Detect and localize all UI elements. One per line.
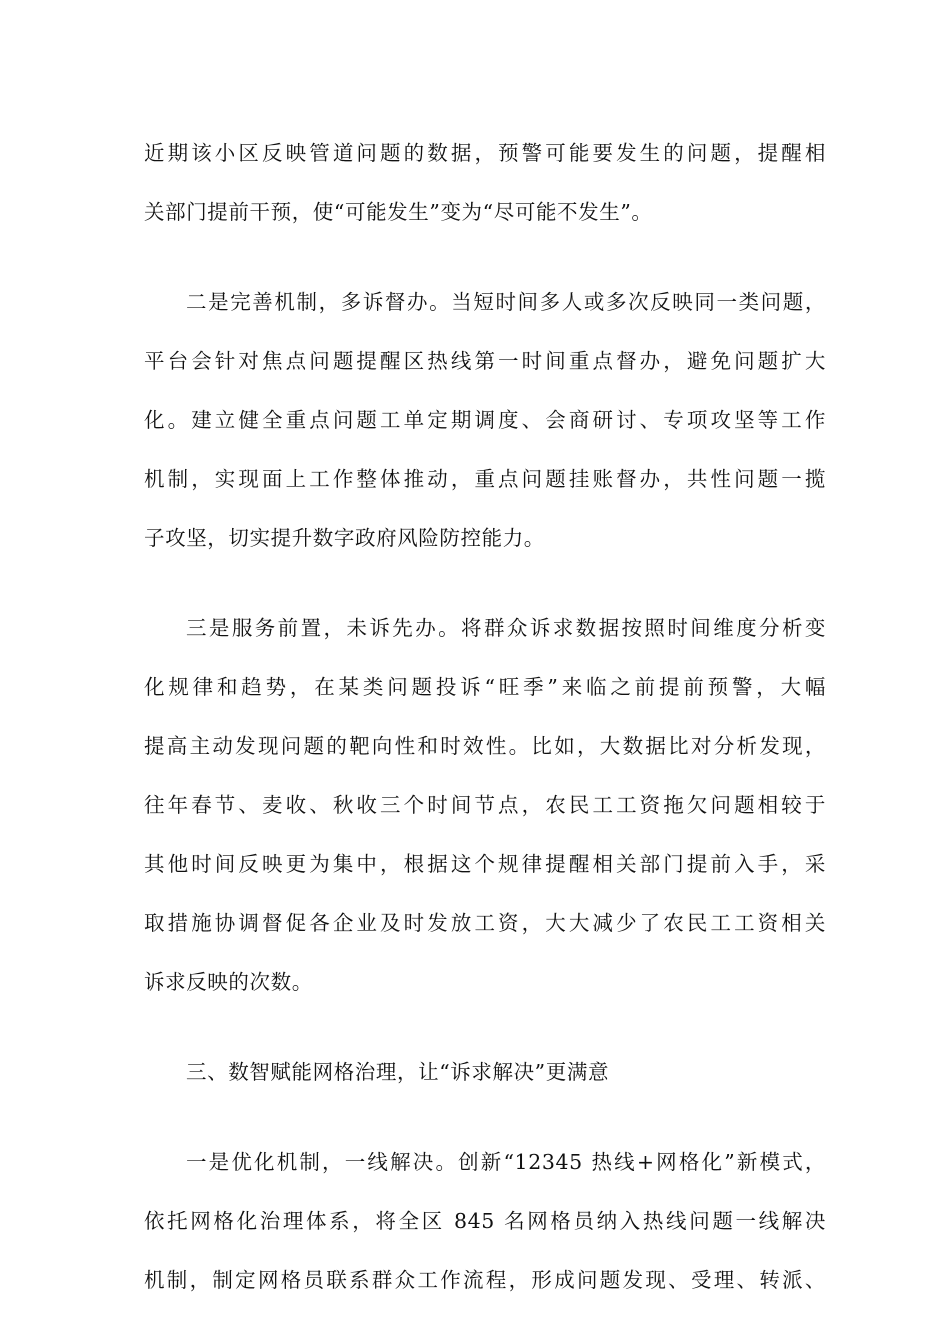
text-line: 机制，实现面上工作整体推动，重点问题挂账督办，共性问题一揽: [144, 467, 826, 491]
text-line: 化。建立健全重点问题工单定期调度、会商研讨、专项攻坚等工作: [144, 408, 826, 432]
text-line: 诉求反映的次数。: [144, 970, 313, 994]
paragraph-spacer: [144, 1102, 844, 1133]
heading-line: 三、数智赋能网格治理，让“诉求解决”更满意: [186, 1060, 610, 1084]
text-line: 一是优化机制，一线解决。创新“12345 热线+网格化”新模式，: [186, 1150, 826, 1174]
text-line: 往年春节、麦收、秋收三个时间节点，农民工工资拖欠问题相较于: [144, 793, 826, 817]
paragraph-item-two: [144, 273, 844, 568]
text-line: 取措施协调督促各企业及时发放工资，大大减少了农民工工资相关: [144, 911, 826, 935]
document-body: [144, 124, 844, 1310]
text-line: 关部门提前干预，使“可能发生”变为“尽可能不发生”。: [144, 200, 653, 224]
text-line: 机制，制定网格员联系群众工作流程，形成问题发现、受理、转派、: [144, 1268, 826, 1292]
paragraph-spacer: [144, 568, 844, 599]
paragraph-spacer: [144, 242, 844, 273]
text-line: 三是服务前置，未诉先办。将群众诉求数据按照时间维度分析变: [186, 616, 826, 640]
text-line: 其他时间反映更为集中，根据这个规律提醒相关部门提前入手，采: [144, 852, 826, 876]
text-line: 化规律和趋势，在某类问题投诉“旺季”来临之前提前预警，大幅: [144, 675, 826, 699]
text-line: 近期该小区反映管道问题的数据，预警可能要发生的问题，提醒相: [144, 141, 826, 165]
paragraph-item-three: [144, 599, 844, 1012]
text-line: 平台会针对焦点问题提醒区热线第一时间重点督办，避免问题扩大: [144, 349, 826, 373]
paragraph-item-four: [144, 1133, 844, 1310]
text-line: 子攻坚，切实提升数字政府风险防控能力。: [144, 526, 545, 550]
paragraph-continuation: [144, 124, 844, 242]
text-line: 二是完善机制，多诉督办。当短时间多人或多次反映同一类问题，: [186, 290, 826, 314]
paragraph-spacer: [144, 1012, 844, 1043]
text-line: 提高主动发现问题的靶向性和时效性。比如，大数据比对分析发现，: [144, 734, 826, 758]
section-heading: [144, 1043, 844, 1102]
text-line: 依托网格化治理体系，将全区 845 名网格员纳入热线问题一线解决: [144, 1209, 826, 1233]
